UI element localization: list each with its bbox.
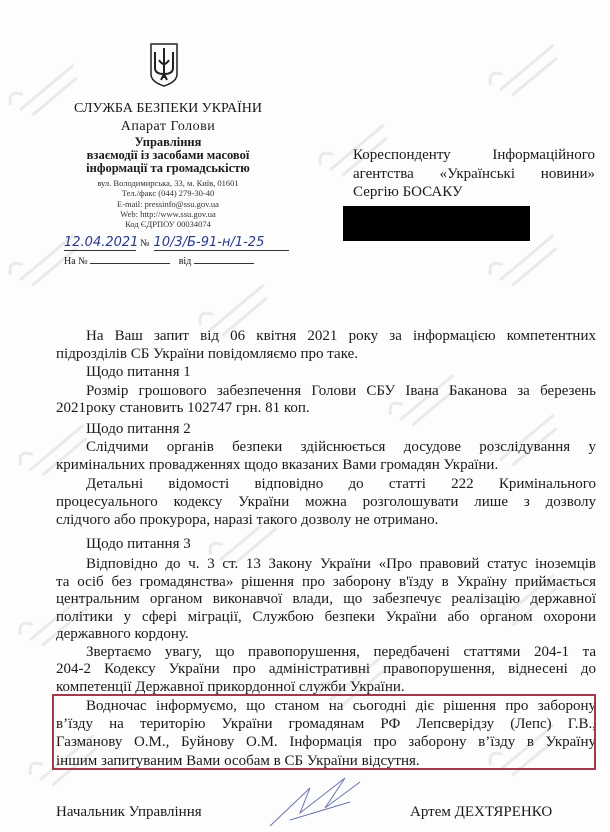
unit-line: Управління bbox=[134, 135, 202, 149]
paragraph-line: іншим запитуваним Вами особам в СБ України відсутня. bbox=[56, 753, 420, 769]
paragraph-line: компетенції Державної прикордонної служби України. bbox=[56, 679, 405, 695]
ref-from-label: від bbox=[178, 256, 192, 267]
paragraph-first-line: Відповідно до ч. 3 ст. 13 Закону України «Про правовий статус іноземців bbox=[86, 556, 596, 572]
recipient-block bbox=[353, 146, 595, 202]
ref-label: На № bbox=[64, 256, 88, 267]
contacts-block bbox=[60, 178, 276, 229]
redaction-box bbox=[343, 206, 530, 241]
reference-row bbox=[64, 256, 254, 267]
number-handwritten: 10/3/Б-91-н/1-25 bbox=[154, 235, 289, 251]
handwritten-signature-icon bbox=[250, 758, 380, 830]
paragraph-line: процесуального кодексу України можна розголошувати лише з дозволу bbox=[56, 494, 596, 510]
paragraph-first-line: Звертаємо увагу, що правопорушення, передбачені статтями 204-1 та bbox=[86, 644, 596, 660]
paragraph-line: 2021року становить 102747 грн. 81 коп. bbox=[56, 400, 310, 416]
paragraph-line: підрозділів СБ України повідомляємо про таке. bbox=[56, 346, 359, 362]
unit-line: інформації та громадськістю bbox=[86, 161, 250, 175]
paragraph-line: в’їзду на територію України громадянам РФ Лепсверідзу (Лепс) Г.В., bbox=[56, 716, 596, 732]
paragraph-first-line: Щодо питання 1 bbox=[86, 364, 191, 380]
paragraph-first-line: Водночас інформуємо, що станом на сьогодні діє рішення про заборону bbox=[86, 698, 596, 714]
recipient-line: агентства «Українські новини» bbox=[353, 165, 595, 182]
paragraph-first-line: Слідчими органів безпеки здійснюється досудове розслідування у bbox=[86, 439, 596, 455]
paragraph-first-line: Щодо питання 3 bbox=[86, 536, 191, 552]
paragraph-line: політики у сфері міграції, Службою безпеки України або органом охорони bbox=[56, 609, 596, 625]
paragraph-line: Газманову О.М., Буйнову О.М. Інформація про заборону в’їзду в Україну bbox=[56, 734, 596, 750]
number-label: № bbox=[140, 238, 150, 249]
paragraph-first-line: Щодо питання 2 bbox=[86, 421, 191, 437]
email: E-mail: pressinfo@ssu.gov.ua bbox=[117, 198, 219, 209]
paragraph-first-line: Детальні відомості відповідно до статті 222 Кримінального bbox=[86, 476, 596, 492]
unit-line: взаємодії із засобами масової bbox=[86, 148, 250, 162]
phone: Тел./факс (044) 279-30-40 bbox=[121, 188, 215, 199]
signatory-name: Артем ДЕХТЯРЕНКО bbox=[410, 804, 553, 820]
org-name: СЛУЖБА БЕЗПЕКИ УКРАЇНИ bbox=[73, 101, 263, 116]
trident-emblem-icon bbox=[149, 42, 179, 88]
signatory-position: Начальник Управління bbox=[56, 804, 202, 820]
paragraph-line: 204-2 Кодексу України про адміністративні правопорушення, віднесені до bbox=[56, 661, 596, 677]
date-handwritten: 12.04.2021 bbox=[64, 235, 139, 250]
recipient-line: Кореспонденту Інформаційного bbox=[353, 147, 595, 163]
address: вул. Володимирська, 33, м. Київ, 01601 bbox=[97, 178, 239, 188]
paragraph-line: державного кордону. bbox=[56, 626, 189, 642]
unit-name bbox=[60, 136, 276, 175]
paragraph-first-line: Розмір грошового забезпечення Голови СБУ Івана Баканова за березень bbox=[86, 383, 596, 399]
recipient-line: Сергію БОСАКУ bbox=[353, 184, 463, 200]
watermark-mark bbox=[486, 32, 561, 102]
dept-name: Апарат Голови bbox=[120, 119, 216, 134]
website: Web: http://www.ssu.gov.ua bbox=[120, 208, 216, 219]
paragraph-line: та осіб без громадянства» рішення про заборону в'їзду в Україну приймається bbox=[56, 574, 596, 590]
paragraph-line: слідчого або прокурора, наразі такого дозволу не отримано. bbox=[56, 512, 439, 528]
paragraph-line: центральним органом виконавчої влади, що забезпечує реалізацію державної bbox=[56, 591, 596, 607]
paragraph-first-line: На Ваш запит від 06 квітня 2021 року за інформацією компетентних bbox=[86, 328, 596, 344]
date-number-row bbox=[64, 233, 294, 249]
paragraph-line: кримінальних провадженнях щодо вказаних Вами громадян України. bbox=[56, 457, 499, 473]
edrpou-code: Код ЄДРПОУ 00034074 bbox=[125, 219, 211, 230]
